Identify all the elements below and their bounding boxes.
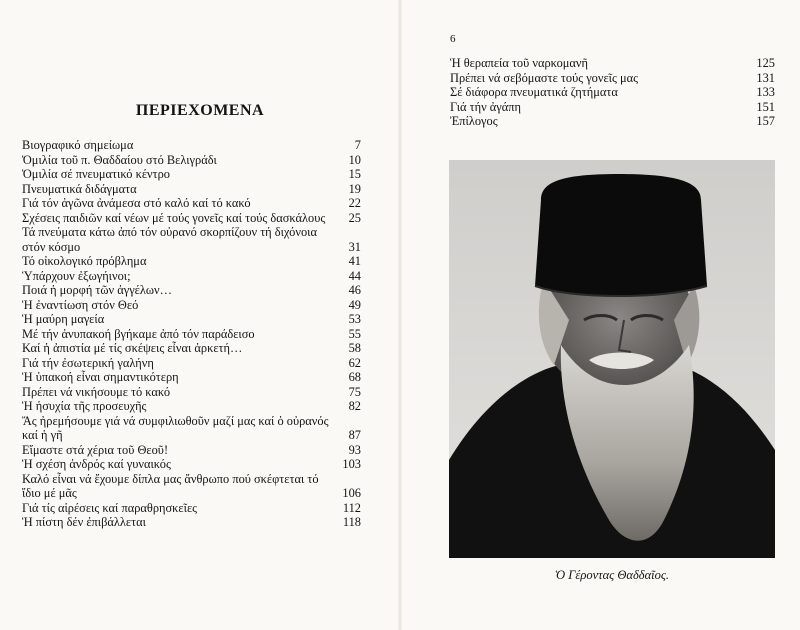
toc-entry-page: 103 xyxy=(342,457,361,471)
toc-entry-title: Ὁμιλία τοῦ π. Θαδδαίου στό Βελιγράδι xyxy=(22,152,217,167)
toc-entry-page: 25 xyxy=(348,210,361,225)
toc-entry-page: 31 xyxy=(348,239,361,254)
toc-entry xyxy=(22,472,361,501)
toc-entry-page: 22 xyxy=(348,196,361,210)
toc-entry-page: 106 xyxy=(342,486,361,500)
toc-entry-title: Γιά τήν ἐσωτερική γαλήνη xyxy=(22,355,154,370)
toc-entry-title: Ὑπάρχουν ἐξωγήινοι; xyxy=(22,268,131,283)
toc-entry xyxy=(22,283,361,298)
toc-entry-title: Ἐπίλογος xyxy=(450,114,498,128)
toc-entry xyxy=(22,414,361,443)
toc-entry-title: Ὁμιλία σέ πνευματικό κέντρο xyxy=(22,167,171,181)
toc-entry-page: 118 xyxy=(342,515,361,529)
toc-entry xyxy=(22,225,361,254)
toc-title: ΠΕΡΙΕΧΟΜΕΝΑ xyxy=(135,102,265,119)
toc-entry-title: Σέ διάφορα πνευματικά ζητήματα xyxy=(450,85,618,99)
toc-entry-title: Γιά τόν ἀγῶνα ἀνάμεσα στό καλό καί τό κακό xyxy=(22,196,251,210)
toc-entry-page: 15 xyxy=(348,167,361,181)
toc-entry xyxy=(22,327,361,342)
toc-list-continued xyxy=(450,56,775,129)
toc-entry xyxy=(22,385,361,400)
toc-entry-page: 46 xyxy=(348,283,361,297)
toc-entry xyxy=(22,356,361,371)
toc-entry xyxy=(22,298,361,313)
toc-entry xyxy=(22,196,361,211)
toc-entry-title: Σχέσεις παιδιῶν καί νέων μέ τούς γονεῖς καί τούς δασκάλους xyxy=(22,210,326,225)
toc-entry-title: Μέ τήν ἀνυπακοή βγήκαμε ἀπό τόν παράδεισο xyxy=(22,326,255,341)
toc-entry-page: 125 xyxy=(756,56,775,70)
page-number: 6 xyxy=(450,33,456,45)
toc-entry-page: 75 xyxy=(348,384,361,399)
toc-entry-title: Ἡ ὑπακοή εἶναι σημαντικότερη xyxy=(22,370,179,384)
toc-entry-page: 10 xyxy=(348,152,361,167)
portrait-photo xyxy=(449,160,775,558)
toc-entry-page: 44 xyxy=(348,268,361,283)
toc-entry xyxy=(22,269,361,284)
toc-entry-page: 55 xyxy=(348,326,361,341)
toc-entry-page: 68 xyxy=(348,370,361,384)
toc-entry-title: Βιογραφικό σημείωμα xyxy=(22,138,134,152)
toc-entry-page: 41 xyxy=(348,254,361,268)
toc-entry-title: Τό οἰκολογικό πρόβλημα xyxy=(22,254,147,268)
toc-entry xyxy=(22,182,361,197)
toc-entry-page: 58 xyxy=(348,341,361,355)
toc-entry-page: 112 xyxy=(342,500,361,515)
toc-entry-title: Ἡ πίστη δέν ἐπιβάλλεται xyxy=(22,515,146,529)
toc-list xyxy=(22,138,361,530)
photo-caption: Ὁ Γέροντας Θαδδαῖος. xyxy=(554,568,670,582)
toc-entry-page: 157 xyxy=(756,114,775,128)
toc-entry xyxy=(450,56,775,71)
toc-entry-title: Γιά τίς αἱρέσεις καί παραθρησκεῖες xyxy=(22,500,198,515)
toc-entry xyxy=(22,312,361,327)
toc-entry-page: 49 xyxy=(348,297,361,312)
toc-entry-page: 87 xyxy=(348,428,361,442)
toc-entry-title: Πνευματικά διδάγματα xyxy=(22,181,137,196)
toc-entry-page: 19 xyxy=(348,181,361,196)
toc-entry xyxy=(22,370,361,385)
toc-entry-title: Πρέπει νά σεβόμαστε τούς γονεῖς μας xyxy=(450,70,639,85)
toc-entry-page: 82 xyxy=(348,399,361,413)
toc-entry xyxy=(22,443,361,458)
toc-entry-page: 133 xyxy=(756,85,775,99)
toc-entry-page: 62 xyxy=(348,355,361,370)
toc-entry-title: Καλό εἶναι νά ἔχουμε δίπλα μας ἄνθρωπο πού σκέφτεται τό ἴδιο μέ μᾶς xyxy=(22,471,319,500)
toc-entry-title: Εἴμαστε στά χέρια τοῦ Θεοῦ! xyxy=(22,442,169,457)
toc-entry xyxy=(22,254,361,269)
toc-entry-title: Ἡ θεραπεία τοῦ ναρκομανῆ xyxy=(450,56,589,70)
toc-entry xyxy=(22,211,361,226)
toc-entry xyxy=(450,71,775,86)
toc-entry xyxy=(22,457,361,472)
toc-entry xyxy=(22,138,361,153)
right-page xyxy=(400,0,800,630)
toc-entry xyxy=(22,501,361,516)
toc-entry-title: Ἄς ἠρεμήσουμε γιά νά συμφιλιωθοῦν μαζί μας καί ὁ οὐρανός καί ἡ γῆ xyxy=(22,413,329,442)
toc-entry xyxy=(450,100,775,115)
toc-entry-page: 7 xyxy=(354,138,361,152)
toc-entry xyxy=(22,167,361,182)
toc-entry-title: Τά πνεύματα κάτω ἀπό τόν οὐρανό σκορπίζουν τή διχόνοια στόν κόσμο xyxy=(22,225,317,254)
toc-entry-page: 131 xyxy=(756,70,775,85)
toc-entry-title: Ἡ ἡσυχία τῆς προσευχῆς xyxy=(22,399,147,413)
toc-entry-title: Γιά τήν ἀγάπη xyxy=(450,99,522,114)
toc-entry xyxy=(22,341,361,356)
toc-entry-page: 151 xyxy=(756,99,775,114)
toc-entry xyxy=(22,399,361,414)
toc-entry-title: Ποιά ἡ μορφή τῶν ἀγγέλων… xyxy=(22,283,173,297)
toc-entry-title: Ἡ μαύρη μαγεία xyxy=(22,312,105,326)
toc-entry-title: Καί ἡ ἀπιστία μέ τίς σκέψεις εἶναι ἀρκετή… xyxy=(22,341,243,355)
elder-portrait-image xyxy=(449,160,775,558)
toc-entry-title: Ἡ σχέση ἀνδρός καί γυναικός xyxy=(22,457,171,471)
toc-entry xyxy=(450,114,775,129)
toc-entry xyxy=(450,85,775,100)
toc-entry-title: Ἡ ἐναντίωση στόν Θεό xyxy=(22,297,139,312)
toc-entry-page: 93 xyxy=(348,442,361,457)
toc-entry xyxy=(22,515,361,530)
toc-entry-page: 53 xyxy=(348,312,361,326)
toc-entry xyxy=(22,153,361,168)
toc-entry-title: Πρέπει νά νικήσουμε τό κακό xyxy=(22,384,171,399)
